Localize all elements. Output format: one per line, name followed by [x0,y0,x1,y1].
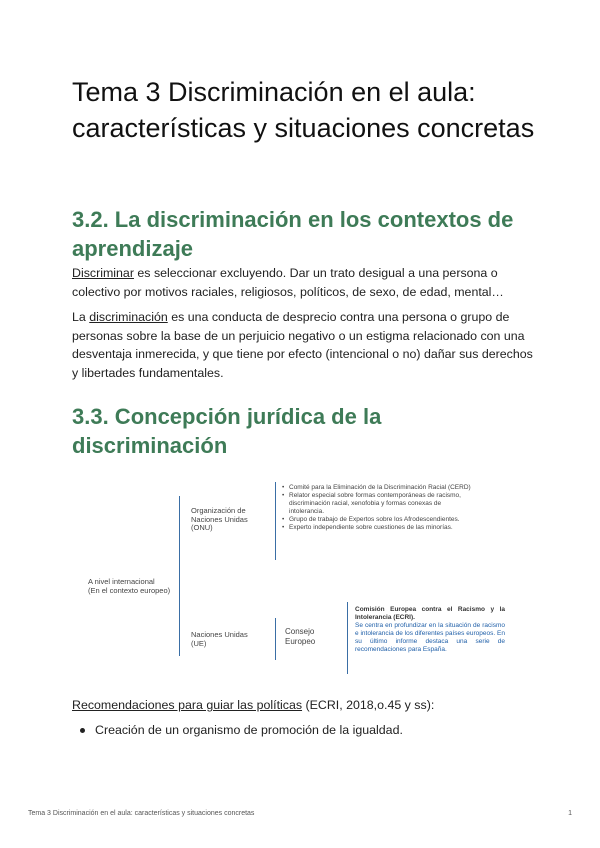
paragraph-text: es una conducta de desprecio contra una persona o grupo de personas sobre la base de un perjuicio negativo o un estigma relacionado con una desventaja inmerecida, y que tiene por efecto (intencional o no) dañar sus derechos y libertades fundamentales. [72,310,533,380]
onu-item: • Grupo de trabajo de Expertos sobre los Afrodescendientes. [282,516,472,524]
ecri-box [355,606,505,654]
ue-line1: Naciones Unidas [191,630,248,639]
onu-line2: Naciones Unidas [191,514,248,524]
consejo-line1: Consejo [285,627,315,636]
onu-line3: (ONU) [191,523,213,532]
footer-text: Tema 3 Discriminación en el aula: características y situaciones concretas [28,810,255,817]
term-discriminar: Discriminar [72,266,134,280]
onu-item: • Experto independiente sobre cuestiones de las minorías. [282,524,472,532]
page-title: Tema 3 Discriminación en el aula: características y situaciones concretas [72,77,535,143]
onu-bodies-list [282,484,472,532]
page-number: 1 [568,810,572,817]
diagram-consejo-label [285,627,340,647]
diagram-ue-label [191,631,271,648]
diagram-ue-line [275,618,276,660]
onu-item: • Comité para la Eliminación de la Discriminación Racial (CERD) [282,484,472,492]
legal-framework-diagram [85,478,515,678]
section-heading-3-2: 3.2. La discriminación en los contextos de aprendizaje [72,207,514,261]
bullet-icon [80,728,85,733]
diagram-root-line1: A nivel internacional [88,577,155,586]
ecri-body: Se centra en profundizar en la situación de racismo e intolerancia de los diferentes países europeos. En su último informe destaca una serie de recomendaciones para España. [355,622,505,653]
term-discriminacion: discriminación [89,310,168,324]
onu-item: • Relator especial sobre formas contemporáneas de racismo, discriminación racial, xenofobia y formas conexas de intolerancia. [282,492,472,516]
diagram-onu-label [191,507,271,533]
diagram-root-line2: (En el contexto europeo) [88,585,171,595]
recommendations-line [72,698,434,712]
recommendations-ref: (ECRI, 2018,o.45 y ss): [302,698,435,712]
diagram-consejo-line [347,602,348,674]
ecri-title: Comisión Europea contra el Racismo y la Intolerancia (ECRI). [355,606,505,621]
diagram-root [88,578,183,595]
recommendations-link[interactable]: Recomendaciones para guiar las políticas [72,698,303,712]
list-item-text: Creación de un organismo de promoción de la igualdad. [95,723,403,737]
paragraph-text: es seleccionar excluyendo. Dar un trato desigual a una persona o colectivo por motivos raciales, religiosos, políticos, de sexo, de edad, mental… [72,266,504,299]
onu-line1: Organización de [191,506,246,515]
section-heading-3-3: 3.3. Concepción jurídica de la discriminación [72,404,382,458]
diagram-bracket-line [179,496,180,656]
paragraph-discriminar [72,264,542,301]
consejo-line2: Europeo [285,637,316,646]
paragraph-discriminacion [72,308,542,382]
paragraph-text: La [72,310,90,324]
diagram-onu-line [275,482,276,560]
page-footer [28,810,572,817]
ue-line2: (UE) [191,638,207,648]
list-item [80,723,403,737]
